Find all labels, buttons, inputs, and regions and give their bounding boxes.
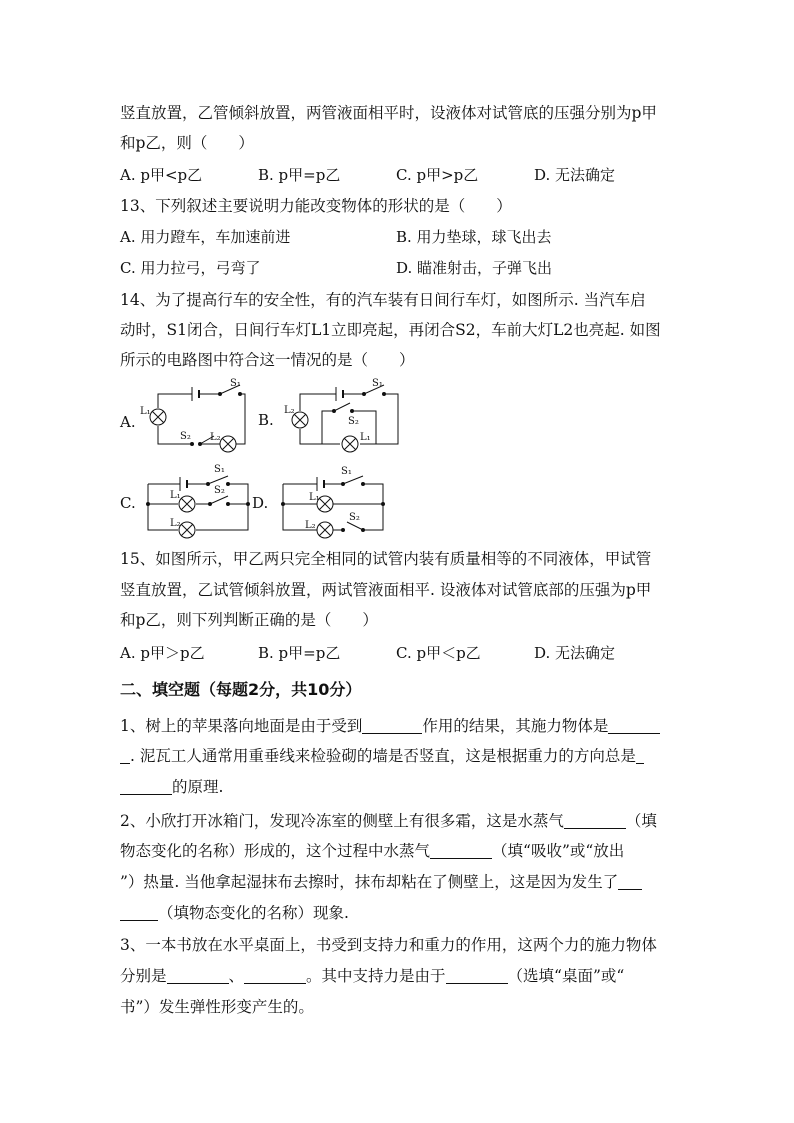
q12-option-a: A. p甲<p乙 bbox=[120, 166, 203, 184]
q13-option-a: A. 用力蹬车，车加速前进 bbox=[120, 228, 291, 246]
circuit-d-label: D. bbox=[252, 494, 269, 512]
fill-3-text-b: 分别是 bbox=[120, 967, 167, 985]
q15-option-a: A. p甲＞p乙 bbox=[120, 644, 205, 662]
fill-1-text-c: . 泥瓦工人通常用重垂线来检验砌的墙是否竖直，这是根据重力的方向总是 bbox=[130, 747, 636, 765]
fill-1-line2 bbox=[120, 746, 644, 766]
fill-2-text-f: （填物态变化的名称）现象. bbox=[158, 904, 349, 922]
fill-2-line4 bbox=[120, 903, 349, 923]
fill-1-line1 bbox=[120, 716, 660, 736]
fill-2-blank-2[interactable] bbox=[430, 842, 492, 859]
fill-2-text-a: 2、小欣打开冰箱门，发现冷冻室的侧壁上有很多霜，这是水蒸气 bbox=[120, 812, 564, 830]
q13-option-b: B. 用力垫球，球飞出去 bbox=[396, 228, 552, 246]
q12-option-b: B. p甲=p乙 bbox=[258, 166, 341, 184]
q12-option-c: C. p甲>p乙 bbox=[396, 166, 479, 184]
fill-2-text-b: （填 bbox=[625, 812, 657, 830]
fill-1-blank-3-cont[interactable] bbox=[120, 778, 172, 795]
fill-1-text-a: 1、树上的苹果落向地面是由于受到 bbox=[120, 717, 363, 735]
fill-1-blank-2-cont[interactable] bbox=[120, 747, 130, 764]
circuit-b-l2: L₂ bbox=[284, 405, 295, 416]
fill-3-blank-2[interactable] bbox=[244, 967, 306, 984]
circuit-d-diagram bbox=[275, 460, 390, 540]
fill-2-text-d: （填“吸收”或“放出 bbox=[492, 842, 625, 860]
circuit-c-l1: L₁ bbox=[170, 490, 181, 501]
fill-1-text-b: 作用的结果，其施力物体是 bbox=[422, 717, 609, 735]
fill-1-blank-2[interactable] bbox=[608, 717, 660, 734]
circuit-a-label: A. bbox=[120, 413, 136, 431]
fill-3-text-e: （选填“桌面”或“ bbox=[507, 967, 625, 985]
fill-1-text-d: 的原理. bbox=[172, 778, 224, 796]
q14-stem-line3: 所示的电路图中符合这一情况的是（ ） bbox=[120, 351, 415, 369]
circuit-c-s1: S₁ bbox=[214, 464, 225, 475]
q13-stem: 13、下列叙述主要说明力能改变物体的形状的是（ ） bbox=[120, 197, 512, 215]
q15-option-d: D. 无法确定 bbox=[534, 644, 616, 662]
fill-2-text-e: ”）热量. 当他拿起湿抹布去擦时，抹布却粘在了侧壁上，这是因为发生了 bbox=[120, 873, 619, 891]
fill-3-line1: 3、一本书放在水平桌面上，书受到支持力和重力的作用，这两个力的施力物体 bbox=[120, 936, 657, 954]
circuit-c-l2: L₂ bbox=[170, 518, 181, 529]
circuit-c-s2: S₂ bbox=[214, 485, 225, 496]
circuit-c-label: C. bbox=[120, 494, 136, 512]
circuit-b-s2: S₂ bbox=[348, 416, 359, 427]
circuit-c-diagram bbox=[140, 460, 255, 540]
q15-stem-line1: 15、如图所示，甲乙两只完全相同的试管内装有质量相等的不同液体，甲试管 bbox=[120, 550, 652, 568]
circuit-a-diagram bbox=[140, 378, 255, 453]
fill-3-blank-3[interactable] bbox=[446, 967, 508, 984]
fill-2-blank-3-cont[interactable] bbox=[120, 904, 158, 921]
q13-option-d: D. 瞄准射击，子弹飞出 bbox=[396, 259, 553, 277]
fill-3-line2 bbox=[120, 966, 624, 986]
q14-stem-line1: 14、为了提高行车的安全性，有的汽车装有日间行车灯，如图所示. 当汽车启 bbox=[120, 291, 646, 309]
q15-option-c: C. p甲＜p乙 bbox=[396, 644, 481, 662]
fill-2-text-c: 物态变化的名称）形成的，这个过程中水蒸气 bbox=[120, 842, 431, 860]
fill-2-line3 bbox=[120, 872, 642, 892]
circuit-b-label: B. bbox=[258, 411, 274, 429]
fill-2-blank-3[interactable] bbox=[618, 873, 642, 890]
fill-2-line2 bbox=[120, 841, 624, 861]
fill-2-blank-1[interactable] bbox=[564, 812, 626, 829]
fill-1-line3 bbox=[120, 777, 223, 797]
q13-option-c: C. 用力拉弓，弓弯了 bbox=[120, 259, 261, 277]
q15-option-b: B. p甲=p乙 bbox=[258, 644, 341, 662]
circuit-a-l1: L₁ bbox=[140, 406, 151, 417]
q15-stem-line3: 和p乙，则下列判断正确的是（ ） bbox=[120, 611, 378, 629]
fill-3-blank-1[interactable] bbox=[167, 967, 229, 984]
circuit-a-l2: L₂ bbox=[210, 432, 221, 443]
fill-3-text-d: 。其中支持力是由于 bbox=[306, 967, 446, 985]
circuit-d-l1: L₁ bbox=[309, 492, 320, 503]
circuit-d-s2: S₂ bbox=[349, 512, 360, 523]
q15-stem-line2: 竖直放置，乙试管倾斜放置，两试管液面相平. 设液体对试管底部的压强为p甲 bbox=[120, 581, 652, 599]
fill-1-blank-1[interactable] bbox=[362, 717, 422, 734]
circuit-a-s1: S₁ bbox=[230, 378, 241, 389]
circuit-d-s1: S₁ bbox=[341, 466, 352, 477]
fill-3-text-c: 、 bbox=[228, 967, 245, 985]
circuit-b-l1: L₁ bbox=[360, 432, 371, 443]
q14-stem-line2: 动时，S1闭合，日间行车灯L1立即亮起，再闭合S2，车前大灯L2也亮起. 如图 bbox=[120, 321, 661, 339]
q12-stem-line2: 和p乙，则（ ） bbox=[120, 134, 254, 152]
q12-option-d: D. 无法确定 bbox=[534, 166, 616, 184]
circuit-b-diagram bbox=[280, 378, 405, 458]
circuit-d-l2: L₂ bbox=[305, 520, 316, 531]
circuit-a-s2: S₂ bbox=[180, 431, 191, 442]
fill-1-blank-3[interactable] bbox=[636, 747, 644, 764]
fill-3-line3: 书”）发生弹性形变产生的。 bbox=[120, 998, 314, 1016]
circuit-b-s1: S₁ bbox=[372, 378, 383, 389]
section-2-title: 二、填空题（每题2分，共10分） bbox=[120, 680, 362, 699]
q12-stem-line1: 竖直放置，乙管倾斜放置，两管液面相平时，设液体对试管底的压强分别为p甲 bbox=[120, 104, 657, 122]
fill-2-line1 bbox=[120, 811, 657, 831]
